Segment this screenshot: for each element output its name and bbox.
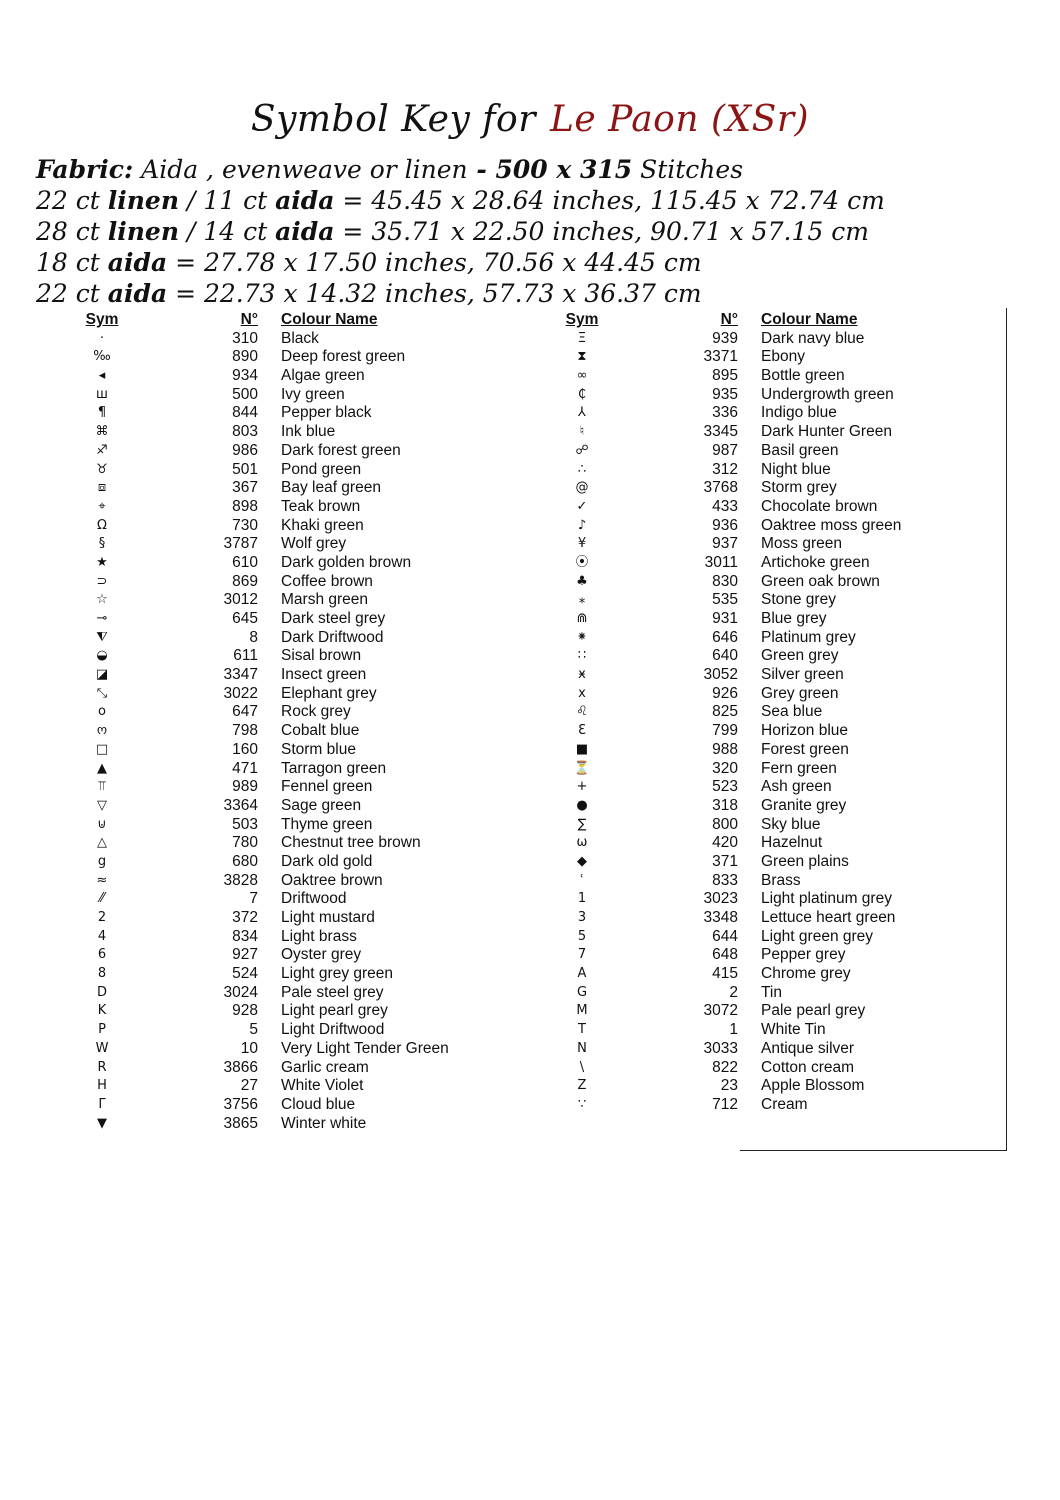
colour-name: Ivy green: [281, 385, 345, 403]
size-count: / 11 ct: [179, 186, 276, 215]
symbol: ⏳: [573, 760, 591, 776]
dmc-number: 500: [232, 385, 258, 403]
colour-name: Ebony: [761, 348, 805, 366]
colour-name: Very Light Tender Green: [281, 1039, 449, 1057]
dmc-number: 3768: [703, 479, 738, 497]
dmc-number: 645: [232, 610, 258, 627]
symbol: ‰: [93, 349, 111, 365]
colour-name: Oaktree brown: [281, 871, 383, 889]
dmc-number: 372: [232, 909, 258, 926]
dmc-number: 825: [712, 703, 738, 721]
dmc-number: 336: [712, 404, 738, 422]
colour-name: Winter white: [281, 1114, 367, 1132]
dmc-number: 433: [712, 497, 738, 515]
colour-name: Silver green: [761, 666, 844, 684]
dmc-number: 712: [712, 1095, 738, 1113]
colour-name: Garlic cream: [281, 1058, 369, 1076]
size-fabric: linen: [107, 186, 180, 215]
symbol: ⌘: [95, 424, 109, 440]
colour-name: Blue grey: [761, 610, 827, 627]
symbol: ♪: [577, 517, 587, 533]
colour-name: Bottle green: [761, 367, 845, 385]
colour-name: Dark old gold: [281, 852, 373, 870]
dmc-number: 898: [232, 497, 258, 515]
dmc-number: 934: [232, 367, 258, 385]
colour-name: Indigo blue: [761, 404, 837, 422]
symbol: 3: [577, 910, 587, 925]
symbol: A: [577, 966, 587, 982]
symbol: T: [578, 1022, 586, 1038]
dmc-number: 3072: [703, 1002, 738, 1020]
symbol: H: [97, 1078, 107, 1094]
colour-name: Pale pearl grey: [761, 1002, 866, 1020]
dmc-number: 160: [232, 740, 258, 758]
title-prefix: Symbol Key for: [250, 99, 536, 140]
colour-name: White Violet: [281, 1077, 364, 1095]
colour-name: Marsh green: [281, 591, 369, 609]
dmc-number: 1: [729, 1021, 738, 1039]
symbol: 6: [97, 947, 107, 963]
colour-name: Bay leaf green: [281, 479, 381, 497]
colour-name: Lettuce heart green: [761, 909, 896, 926]
size-fabric: linen: [107, 217, 180, 246]
colour-name: Grey green: [761, 684, 839, 702]
symbol: ო: [96, 723, 108, 739]
dmc-number: 936: [712, 516, 738, 534]
colour-name: Sea blue: [761, 703, 823, 721]
size-count: 22 ct: [36, 186, 108, 215]
symbol: 5: [577, 928, 587, 944]
dmc-number: 987: [712, 441, 738, 459]
symbol: ∴: [577, 461, 587, 477]
dmc-number: 3024: [223, 983, 258, 1001]
colour-name: Coffee brown: [281, 572, 373, 590]
symbol: ≈: [96, 872, 108, 888]
colour-name: Oyster grey: [281, 946, 362, 964]
symbol: ₵: [577, 386, 587, 402]
size-count: 28 ct: [36, 217, 108, 246]
colour-name: Tarragon green: [281, 759, 387, 777]
dmc-number: 23: [720, 1077, 738, 1095]
symbol: ⧈: [97, 480, 107, 496]
symbol: N: [577, 1040, 587, 1056]
symbol: ∑: [577, 816, 587, 832]
dmc-number: 501: [232, 460, 258, 478]
dmc-number: 318: [712, 796, 738, 814]
colour-name: Dark Hunter Green: [761, 423, 892, 441]
colour-name: Insect green: [281, 666, 367, 684]
colour-name: Hazelnut: [761, 834, 823, 852]
colour-name: Green plains: [761, 852, 849, 870]
colour-name: Dark forest green: [281, 441, 401, 459]
colour-name: Dark steel grey: [281, 610, 386, 627]
dmc-number: 3828: [223, 871, 258, 889]
colour-name: Ink blue: [281, 423, 336, 441]
dmc-number: 27: [240, 1077, 258, 1095]
colour-name: Stone grey: [761, 591, 836, 609]
symbol: P: [98, 1022, 106, 1038]
fabric-desc: Aida , evenweave or linen: [141, 155, 468, 184]
symbol: □: [95, 741, 109, 757]
symbol: ♮: [579, 424, 585, 440]
colour-name: Dark navy blue: [761, 329, 865, 347]
dmc-number: 3348: [703, 909, 738, 926]
symbol: Γ: [98, 1096, 106, 1112]
colour-name: Algae green: [281, 367, 365, 385]
size-count: / 14 ct: [179, 217, 276, 246]
colour-name: Green grey: [761, 647, 839, 665]
colour-name: Storm grey: [761, 479, 837, 497]
dmc-number: 5: [249, 1021, 258, 1039]
dmc-number: 3347: [223, 666, 258, 684]
dmc-number: 926: [712, 684, 738, 702]
colour-name: Chestnut tree brown: [281, 834, 421, 852]
colour-name: Cobalt blue: [281, 722, 360, 740]
dmc-number: 830: [712, 572, 738, 590]
symbol: ⁎: [578, 592, 586, 608]
dmc-number: 415: [712, 965, 738, 983]
dmc-number: 834: [232, 927, 258, 945]
colour-name: Teak brown: [281, 497, 361, 515]
symbol: △: [97, 835, 107, 851]
symbol: ◂: [98, 368, 106, 384]
symbol: ■: [575, 741, 589, 757]
symbol: R: [97, 1059, 107, 1075]
symbol: 2: [97, 910, 107, 925]
symbol: ω: [576, 835, 588, 851]
symbol: M: [576, 1003, 588, 1019]
symbol: ♣: [576, 573, 588, 589]
symbol: ⁄⁄: [99, 891, 105, 907]
size-count: 22 ct: [36, 279, 108, 308]
dmc-number: 928: [232, 1002, 258, 1020]
colour-name: Night blue: [761, 460, 831, 478]
symbol: ▲: [97, 760, 107, 776]
dmc-number: 523: [712, 778, 738, 796]
symbol: ⧨: [96, 629, 108, 645]
symbol: W: [95, 1040, 109, 1056]
symbol: g: [97, 853, 107, 869]
colour-name: Oaktree moss green: [761, 516, 902, 534]
fabric-info: [36, 154, 1036, 309]
dmc-number: 844: [232, 404, 258, 422]
colour-name: Moss green: [761, 535, 842, 553]
colour-name: Green oak brown: [761, 572, 880, 590]
colour-name: Dark golden brown: [281, 553, 412, 571]
dmc-number: 312: [712, 460, 738, 478]
symbol: ⊃: [96, 573, 108, 589]
colour-name: Light platinum grey: [761, 890, 892, 908]
colour-name: Pale steel grey: [281, 983, 384, 1001]
colour-name: Forest green: [761, 740, 849, 758]
dmc-number: 3011: [704, 553, 738, 571]
size-fabric: aida: [275, 217, 335, 246]
symbol: ✓: [576, 498, 588, 514]
colour-name: Light grey green: [281, 965, 394, 983]
dmc-number: 648: [712, 946, 738, 964]
dmc-number: 939: [712, 329, 738, 347]
colour-name: Sky blue: [761, 815, 821, 833]
size-dimensions: = 35.71 x 22.50 inches, 90.71 x 57.15 cm: [334, 217, 869, 246]
size-line-2: [36, 216, 1036, 247]
dmc-number: 937: [712, 535, 738, 553]
symbol: ⋒: [576, 611, 588, 626]
colour-name: Artichoke green: [761, 553, 870, 571]
symbol: ʿ: [580, 872, 584, 888]
colour-name: Fern green: [761, 759, 837, 777]
dmc-number: 931: [712, 610, 738, 627]
colour-name: Horizon blue: [761, 722, 849, 740]
symbol: ♉: [96, 461, 108, 477]
dmc-number: 646: [712, 628, 738, 646]
dmc-number: 799: [712, 722, 738, 740]
dmc-number: 3022: [223, 684, 258, 702]
symbol: 8: [97, 966, 107, 982]
colour-name: Thyme green: [281, 815, 373, 833]
colour-name: Brass: [761, 871, 801, 889]
dmc-number: 3865: [223, 1114, 258, 1132]
symbol: ⫪: [98, 779, 106, 795]
num-header: N°: [720, 311, 738, 328]
symbol: 4: [97, 928, 107, 944]
symbol: ☆: [96, 592, 108, 608]
dmc-number: 503: [232, 815, 258, 833]
size-line-3: [36, 247, 1036, 278]
symbol: ▽: [97, 797, 107, 813]
fabric-unit: Stitches: [632, 155, 744, 184]
dmc-number: 3033: [703, 1039, 738, 1057]
symbol: ▼: [97, 1115, 107, 1131]
dmc-number: 3364: [223, 796, 258, 814]
dmc-number: 371: [712, 852, 738, 870]
dmc-number: 3052: [703, 666, 738, 684]
dmc-number: 10: [240, 1039, 258, 1057]
colour-name: Storm blue: [281, 740, 356, 758]
dmc-number: 3866: [223, 1058, 258, 1076]
dmc-number: 800: [712, 815, 738, 833]
symbol: ★: [96, 554, 108, 570]
symbol: ш: [96, 386, 108, 402]
colour-name: Cloud blue: [281, 1095, 356, 1113]
page-title: [0, 96, 1060, 144]
dmc-number: 320: [712, 759, 738, 777]
dmc-number: 895: [712, 367, 738, 385]
dmc-number: 822: [712, 1058, 738, 1076]
colour-name: Ash green: [761, 778, 832, 796]
symbol: Ξ: [577, 330, 587, 346]
dmc-number: 927: [232, 946, 258, 964]
symbol: ∵: [577, 1096, 587, 1112]
dmc-number: 869: [232, 572, 258, 590]
symbol: ·: [99, 330, 105, 346]
symbol: x: [578, 685, 586, 701]
dmc-number: 989: [232, 778, 258, 796]
symbol: ⦿: [575, 554, 589, 570]
colour-name: Light Driftwood: [281, 1021, 385, 1039]
symbol: @: [575, 480, 589, 496]
colour-name: Rock grey: [281, 703, 351, 721]
dmc-number: 3787: [223, 535, 258, 553]
size-fabric: aida: [107, 248, 168, 277]
sym-header: Sym: [565, 311, 599, 328]
colour-name: Black: [281, 329, 319, 347]
colour-name: Dark Driftwood: [281, 628, 384, 646]
symbol: o: [98, 704, 106, 720]
colour-name: Cotton cream: [761, 1058, 855, 1076]
pattern-name: Le Paon (XSr): [549, 99, 810, 140]
dmc-number: 644: [712, 927, 738, 945]
colour-name: Light green grey: [761, 927, 874, 945]
symbol: G: [576, 984, 588, 1000]
symbol: 1: [577, 891, 587, 907]
symbol: ӿ: [578, 667, 586, 683]
colour-name: Fennel green: [281, 778, 373, 796]
dmc-number: 420: [712, 834, 738, 852]
dmc-number: 310: [232, 329, 258, 347]
dmc-number: 803: [232, 423, 258, 441]
num-header: N°: [240, 311, 258, 328]
symbol: K: [97, 1003, 107, 1019]
symbol: ¶: [97, 405, 107, 421]
size-count: 18 ct: [36, 248, 108, 277]
colour-name: Basil green: [761, 441, 839, 459]
dmc-number: 7: [249, 890, 258, 908]
symbol: ∞: [576, 368, 588, 384]
dmc-number: 833: [712, 871, 738, 889]
dmc-number: 680: [232, 852, 258, 870]
size-dimensions: = 27.78 x 17.50 inches, 70.56 x 44.45 cm: [167, 248, 702, 277]
colour-name: White Tin: [761, 1021, 826, 1039]
dmc-number: 986: [232, 441, 258, 459]
colour-name: Tin: [761, 983, 782, 1001]
symbol: Z: [577, 1078, 587, 1094]
symbol: ∷: [577, 648, 587, 664]
dmc-number: 471: [232, 759, 258, 777]
fabric-line: [36, 154, 1036, 185]
dmc-number: 611: [233, 647, 258, 665]
dmc-number: 780: [232, 834, 258, 852]
colour-name: Wolf grey: [281, 535, 347, 553]
colour-name: Undergrowth green: [761, 385, 894, 403]
size-line-1: [36, 185, 1036, 216]
colour-name: Antique silver: [761, 1039, 855, 1057]
border-bottom: [740, 1150, 1007, 1151]
symbol: ♐: [96, 442, 108, 458]
dmc-number: 730: [232, 516, 258, 534]
dmc-number: 935: [712, 385, 738, 403]
dmc-number: 3345: [703, 423, 738, 441]
symbol: Ω: [97, 517, 107, 533]
symbol: D: [96, 984, 107, 1000]
name-header: Colour Name: [761, 311, 858, 328]
symbol: ⤡: [96, 685, 108, 701]
symbol: ⧗: [577, 349, 587, 365]
dmc-number: 3023: [703, 890, 738, 908]
symbol: §: [98, 536, 106, 552]
colour-name: Light pearl grey: [281, 1002, 388, 1020]
size-fabric: aida: [275, 186, 335, 215]
dmc-number: 610: [232, 553, 258, 571]
fabric-label: Fabric:: [36, 155, 134, 184]
symbol: \: [579, 1059, 585, 1075]
symbol: ¥: [577, 536, 587, 552]
symbol: ◆: [577, 853, 587, 869]
dmc-number: 3756: [223, 1095, 258, 1113]
size-line-4: [36, 278, 1036, 309]
dmc-number: 2: [729, 983, 738, 1001]
dmc-number: 647: [232, 703, 258, 721]
colour-name: Sage green: [281, 796, 362, 814]
sym-header: Sym: [85, 311, 119, 328]
colour-name: Cream: [761, 1095, 808, 1113]
dmc-number: 3012: [223, 591, 258, 609]
name-header: Colour Name: [281, 311, 378, 328]
dmc-number: 640: [712, 647, 738, 665]
colour-name: Driftwood: [281, 890, 347, 908]
dmc-number: 367: [232, 479, 258, 497]
colour-name: Pepper black: [281, 404, 372, 422]
dmc-number: 535: [712, 591, 738, 609]
colour-name: Pond green: [281, 460, 362, 478]
size-dimensions: = 22.73 x 14.32 inches, 57.73 x 36.37 cm: [167, 279, 702, 308]
symbol: ⊸: [96, 611, 108, 626]
colour-name: Elephant grey: [281, 684, 377, 702]
size-fabric: aida: [107, 279, 168, 308]
dmc-number: 3371: [703, 348, 738, 366]
colour-name: Chrome grey: [761, 965, 851, 983]
symbol: 7: [577, 947, 587, 963]
symbol: ●: [576, 797, 588, 813]
border-right: [1006, 308, 1007, 1151]
size-dimensions: = 45.45 x 28.64 inches, 115.45 x 72.74 cm: [334, 186, 885, 215]
dmc-number: 524: [232, 965, 258, 983]
colour-name: Platinum grey: [761, 628, 856, 646]
symbol: ⊍: [97, 816, 107, 832]
symbol: ☍: [575, 442, 589, 458]
symbol: ⅄: [578, 405, 586, 421]
colour-name: Granite grey: [761, 796, 847, 814]
colour-name: Apple Blossom: [761, 1077, 865, 1095]
dmc-number: 798: [232, 722, 258, 740]
dmc-number: 988: [712, 740, 738, 758]
dmc-number: 8: [249, 628, 258, 646]
symbol: ⁕: [576, 629, 588, 645]
colour-name: Sisal brown: [281, 647, 362, 665]
colour-name: Chocolate brown: [761, 497, 878, 515]
symbol: ◒: [96, 648, 108, 664]
colour-name: Light mustard: [281, 909, 375, 926]
colour-name: Khaki green: [281, 516, 364, 534]
symbol: ⌖: [98, 498, 106, 514]
symbol: ♌: [576, 704, 588, 720]
symbol: ◪: [95, 667, 109, 683]
dmc-number: 890: [232, 348, 258, 366]
colour-name: Light brass: [281, 927, 357, 945]
fabric-sep: -: [467, 155, 496, 184]
colour-name: Deep forest green: [281, 348, 406, 366]
symbol: Ɛ: [578, 723, 586, 739]
symbol: +: [576, 779, 588, 795]
fabric-size: 500 x 315: [495, 155, 633, 184]
colour-name: Pepper grey: [761, 946, 846, 964]
